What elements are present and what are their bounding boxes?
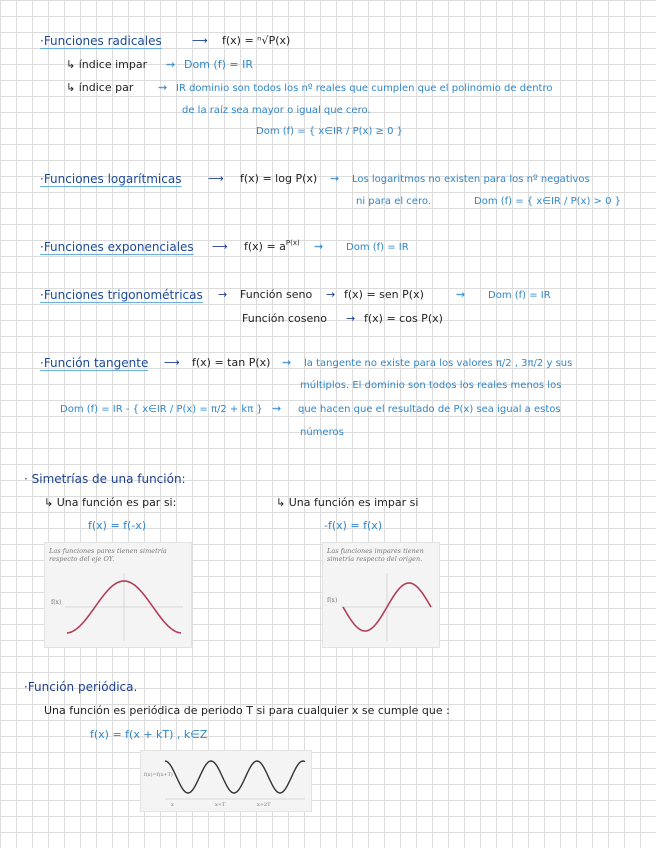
radicales-par-label: ↳ índice par [66,81,134,94]
tangente-text-1: la tangente no existe para los valores π/2 , 3π/2 y sus [304,358,573,369]
exponenciales-formula-base: f(x) = a [244,240,286,253]
trigonometricas-title: ·Funciones trigonométricas [40,288,203,302]
radicales-par-dom: Dom (f) = { x∈IR / P(x) ≥ 0 } [256,126,403,137]
even-function-caption: Las funciones pares tienen simetría respecto del eje OY. [49,547,167,563]
periodic-function-plot [163,755,307,801]
periodic-function-curve [165,761,305,793]
squiggle-arrow-icon: ⇝ [314,240,324,253]
arrow-icon: → [218,288,228,301]
even-function-plot [61,569,187,645]
periodica-text: Una función es periódica de periodo T si para cualquier x se cumple que : [44,704,450,717]
simetrias-par-formula: f(x) = f(-x) [88,519,147,532]
arrow-icon: → [326,288,336,301]
odd-function-figure [322,542,440,648]
periodic-tick-x: x [171,802,174,808]
exponenciales-title: ·Funciones exponenciales [40,240,194,254]
periodic-tick-x-plus-2t: x+2T [257,802,271,808]
tangente-title: ·Función tangente [40,356,149,370]
arrow-icon: ⟶ [192,34,208,47]
tangente-text-3: que hacen que el resultado de P(x) sea igual a estos [298,404,561,415]
squiggle-arrow-icon: ⇝ [456,288,466,301]
squiggle-arrow-icon: ⇝ [166,58,176,71]
periodic-axis-label: f(x)=f(x+T) [144,772,173,778]
radicales-title: ·Funciones radicales [40,34,162,48]
periodica-formula: f(x) = f(x + kT) , k∈Z [90,728,208,741]
radicales-par-text-1: IR dominio son todos los nº reales que cumplen que el polinomio de dentro [176,83,553,94]
tangente-dom: Dom (f) = IR - { x∈IR / P(x) = π/2 + kπ } [60,404,263,415]
squiggle-arrow-icon: ⇝ [272,402,282,415]
squiggle-arrow-icon: ⇝ [282,356,292,369]
trig-seno-formula: f(x) = sen P(x) [344,288,424,301]
simetrias-impar-formula: -f(x) = f(x) [324,519,383,532]
exponenciales-formula-exp: P(x) [285,239,300,247]
exponenciales-dom: Dom (f) = IR [346,242,409,253]
trig-dom: Dom (f) = IR [488,290,551,301]
tangente-text-2: múltiplos. El dominio son todos los reales menos los [300,380,562,391]
simetrias-par-label: ↳ Una función es par si: [44,496,177,509]
squiggle-arrow-icon: ⇝ [330,172,340,185]
odd-function-axis-label: f(x) [327,597,338,604]
logaritmicas-text-1: Los logaritmos no existen para los nº negativos [352,174,590,185]
periodica-title: ·Función periódica. [24,680,138,694]
trig-seno-label: Función seno [240,288,313,301]
arrow-icon: → [346,312,356,325]
arrow-icon: ⟶ [208,172,224,185]
logaritmicas-formula: f(x) = log P(x) [240,172,318,185]
logaritmicas-title: ·Funciones logarítmicas [40,172,182,186]
logaritmicas-text-2: ni para el cero. [356,196,431,207]
odd-function-plot [337,569,437,645]
radicales-formula: f(x) = ⁿ√P(x) [222,34,291,47]
trig-coseno-formula: f(x) = cos P(x) [364,312,443,325]
radicales-par-text-2: de la raíz sea mayor o igual que cero. [182,105,371,116]
simetrias-impar-label: ↳ Una función es impar si [276,496,419,509]
even-function-axis-label: f(x) [51,599,62,606]
tangente-text-4: números [300,427,344,438]
periodic-function-figure [140,750,312,812]
simetrias-title: · Simetrías de una función: [24,472,186,486]
periodic-tick-x-plus-t: x+T [215,802,226,808]
logaritmicas-dom: Dom (f) = { x∈IR / P(x) > 0 } [474,196,621,207]
trig-coseno-label: Función coseno [242,312,327,325]
arrow-icon: ⟶ [212,240,228,253]
radicales-impar-label: ↳ índice impar [66,58,148,71]
exponenciales-formula [244,240,300,255]
even-function-figure [44,542,192,648]
radicales-impar-dom: Dom (f) = IR [184,58,253,71]
arrow-icon: ⟶ [164,356,180,369]
odd-function-caption: Las funciones impares tienen simetría respecto del origen. [327,547,424,563]
squiggle-arrow-icon: ⇝ [158,81,168,94]
tangente-formula: f(x) = tan P(x) [192,356,271,369]
